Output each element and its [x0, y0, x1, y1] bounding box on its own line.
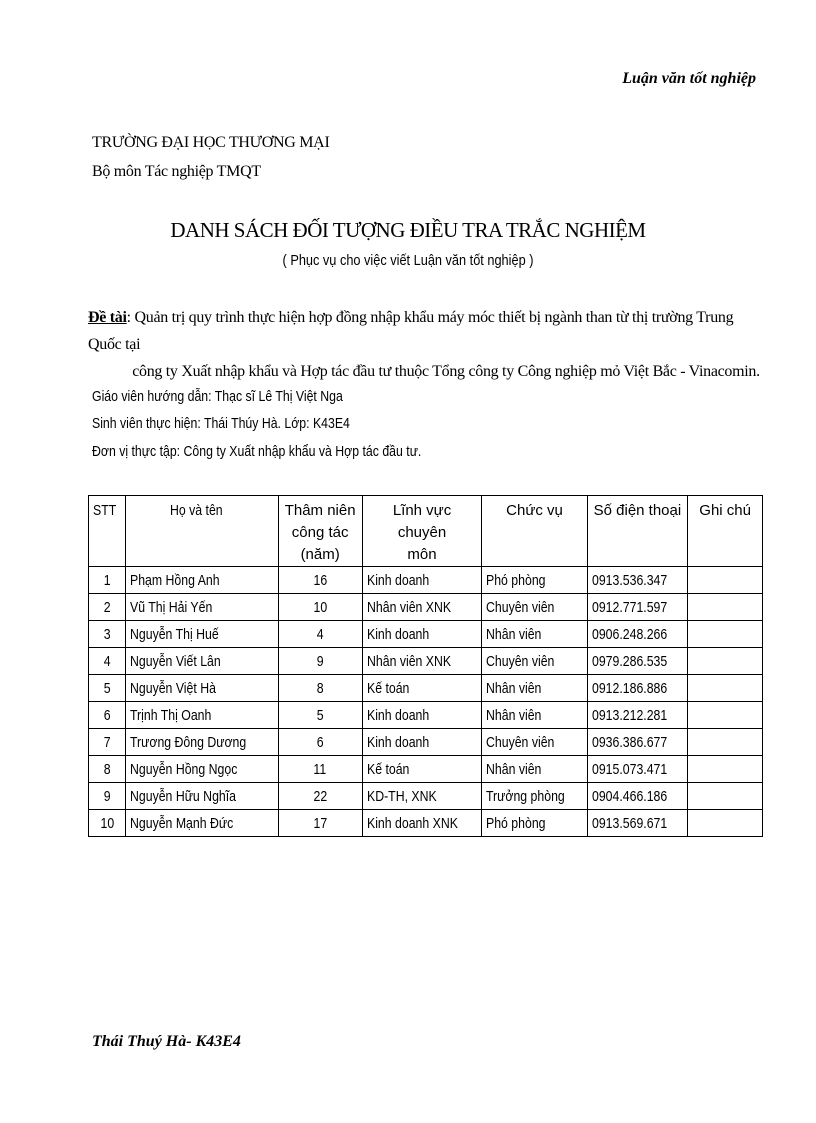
- cell-name: Nguyễn Mạnh Đức: [126, 810, 278, 837]
- cell-phone: 0912.186.886: [587, 675, 688, 702]
- cell-field: Kinh doanh: [362, 621, 482, 648]
- cell-note: [688, 702, 763, 729]
- header-phone: Số điện thoại: [587, 496, 688, 567]
- table-header-row: [89, 496, 763, 567]
- topic-line-2: công ty Xuất nhập khẩu và Hợp tác đầu tư thuộc Tổng công ty Công nghiệp mỏ Việt Bắc - Vinacomin.: [132, 363, 760, 380]
- cell-position: Nhân viên: [482, 756, 587, 783]
- cell-name: Trương Đông Dương: [126, 729, 278, 756]
- cell-note: [688, 756, 763, 783]
- cell-note: [688, 729, 763, 756]
- cell-position: Nhân viên: [482, 675, 587, 702]
- cell-phone: 0906.248.266: [587, 621, 688, 648]
- header-field: Lĩnh vực chuyên môn: [362, 496, 482, 567]
- supervisor-info: Giáo viên hướng dẫn: Thạc sĩ Lê Thị Việt Nga: [92, 388, 343, 405]
- footer-author: Thái Thuý Hà- K43E4: [92, 1033, 241, 1050]
- cell-phone: 0912.771.597: [587, 594, 688, 621]
- running-header: Luận văn tốt nghiệp: [622, 70, 756, 87]
- header-position: Chức vụ: [482, 496, 587, 567]
- cell-name: Phạm Hồng Anh: [126, 567, 278, 594]
- topic-paragraph: [88, 304, 768, 385]
- table-row: [89, 648, 763, 675]
- cell-name: Trịnh Thị Oanh: [126, 702, 278, 729]
- cell-note: [688, 594, 763, 621]
- cell-position: Trưởng phòng: [482, 783, 587, 810]
- table-row: [89, 621, 763, 648]
- cell-name: Nguyễn Thị Huế: [126, 621, 278, 648]
- cell-stt: 5: [89, 675, 126, 702]
- table-row: [89, 702, 763, 729]
- document-title: DANH SÁCH ĐỐI TƯỢNG ĐIỀU TRA TRẮC NGHIỆM: [170, 218, 646, 242]
- department-name: Bộ môn Tác nghiệp TMQT: [92, 163, 261, 180]
- cell-note: [688, 567, 763, 594]
- cell-field: Kinh doanh: [362, 729, 482, 756]
- cell-phone: 0936.386.677: [587, 729, 688, 756]
- cell-note: [688, 783, 763, 810]
- topic-label: Đề tài: [88, 309, 127, 326]
- cell-note: [688, 648, 763, 675]
- cell-years: 16: [278, 567, 362, 594]
- cell-phone: 0913.212.281: [587, 702, 688, 729]
- cell-stt: 6: [89, 702, 126, 729]
- cell-field: Kinh doanh XNK: [362, 810, 482, 837]
- cell-position: Chuyên viên: [482, 729, 587, 756]
- cell-years: 8: [278, 675, 362, 702]
- cell-position: Chuyên viên: [482, 594, 587, 621]
- cell-stt: 3: [89, 621, 126, 648]
- table-row: [89, 810, 763, 837]
- cell-field: Kế toán: [362, 756, 482, 783]
- cell-years: 9: [278, 648, 362, 675]
- cell-phone: 0915.073.471: [587, 756, 688, 783]
- cell-stt: 10: [89, 810, 126, 837]
- cell-phone: 0913.536.347: [587, 567, 688, 594]
- table-row: [89, 729, 763, 756]
- table-row: [89, 567, 763, 594]
- cell-years: 10: [278, 594, 362, 621]
- cell-field: KD-TH, XNK: [362, 783, 482, 810]
- header-note: Ghi chú: [688, 496, 763, 567]
- cell-stt: 7: [89, 729, 126, 756]
- cell-phone: 0979.286.535: [587, 648, 688, 675]
- cell-position: Phó phòng: [482, 810, 587, 837]
- student-info: Sinh viên thực hiện: Thái Thúy Hà. Lớp: K43E4: [92, 415, 350, 432]
- table-row: [89, 675, 763, 702]
- cell-position: Nhân viên: [482, 621, 587, 648]
- cell-field: Kinh doanh: [362, 702, 482, 729]
- table-row: [89, 594, 763, 621]
- cell-position: Nhân viên: [482, 702, 587, 729]
- cell-years: 5: [278, 702, 362, 729]
- cell-note: [688, 675, 763, 702]
- cell-stt: 1: [89, 567, 126, 594]
- respondents-table: [88, 495, 763, 837]
- school-name: TRƯỜNG ĐẠI HỌC THƯƠNG MẠI: [92, 134, 330, 151]
- cell-field: Nhân viên XNK: [362, 648, 482, 675]
- topic-line-1: : Quản trị quy trình thực hiện hợp đồng nhập khẩu máy móc thiết bị ngành than từ thị trường Trung Quốc tại: [88, 309, 734, 353]
- table-row: [89, 783, 763, 810]
- cell-stt: 2: [89, 594, 126, 621]
- header-stt: STT: [89, 496, 126, 567]
- cell-field: Kinh doanh: [362, 567, 482, 594]
- table-row: [89, 756, 763, 783]
- cell-note: [688, 810, 763, 837]
- cell-years: 4: [278, 621, 362, 648]
- cell-years: 6: [278, 729, 362, 756]
- cell-name: Nguyễn Hữu Nghĩa: [126, 783, 278, 810]
- cell-note: [688, 621, 763, 648]
- header-seniority: Thâm niên công tác (năm): [278, 496, 362, 567]
- cell-position: Chuyên viên: [482, 648, 587, 675]
- cell-phone: 0913.569.671: [587, 810, 688, 837]
- cell-position: Phó phòng: [482, 567, 587, 594]
- cell-stt: 8: [89, 756, 126, 783]
- cell-phone: 0904.466.186: [587, 783, 688, 810]
- cell-years: 11: [278, 756, 362, 783]
- cell-name: Nguyễn Hồng Ngọc: [126, 756, 278, 783]
- cell-years: 17: [278, 810, 362, 837]
- cell-stt: 4: [89, 648, 126, 675]
- internship-info: Đơn vị thực tập: Công ty Xuất nhập khẩu và Hợp tác đầu tư.: [92, 443, 422, 460]
- cell-field: Nhân viên XNK: [362, 594, 482, 621]
- cell-years: 22: [278, 783, 362, 810]
- cell-stt: 9: [89, 783, 126, 810]
- cell-name: Nguyễn Viết Lân: [126, 648, 278, 675]
- cell-name: Nguyễn Việt Hà: [126, 675, 278, 702]
- cell-field: Kế toán: [362, 675, 482, 702]
- header-name: Họ và tên: [126, 496, 278, 567]
- cell-name: Vũ Thị Hải Yến: [126, 594, 278, 621]
- document-subtitle: ( Phục vụ cho việc viết Luận văn tốt nghiệp ): [282, 252, 534, 269]
